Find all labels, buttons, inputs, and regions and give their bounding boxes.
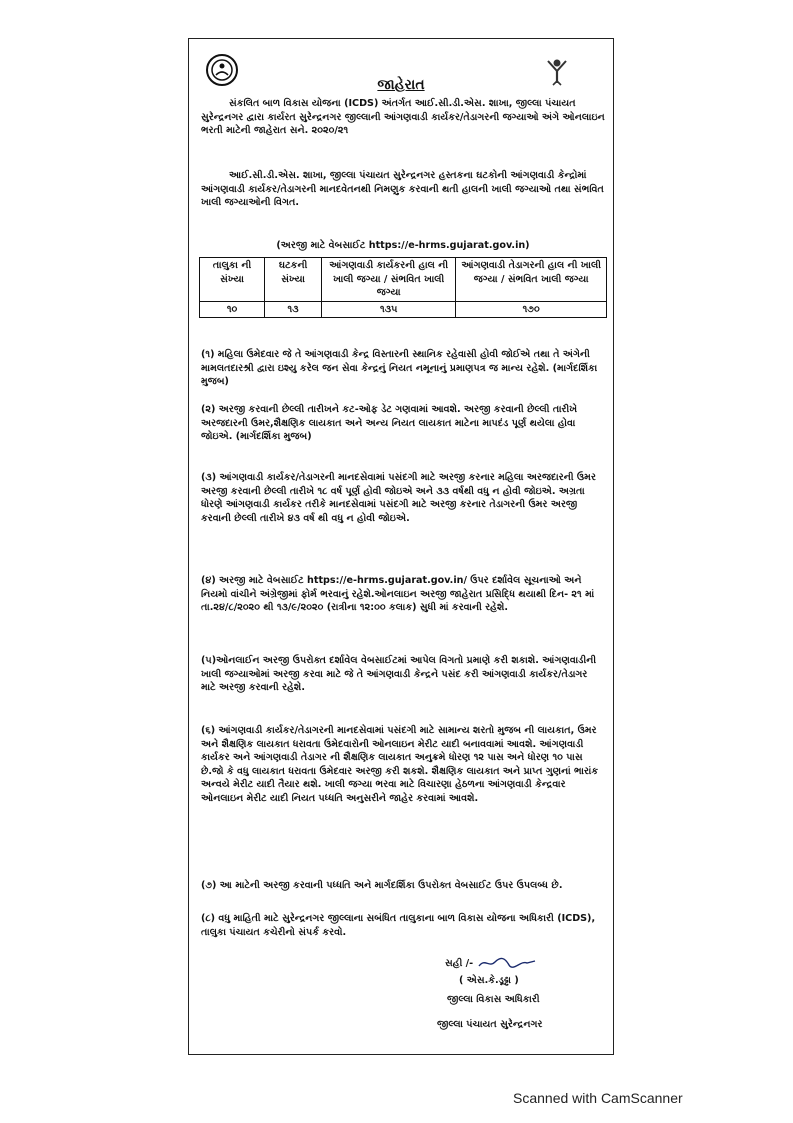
table-header-ghatak: ઘટકની સંખ્યા (265, 258, 322, 302)
handwritten-signature-icon (477, 956, 537, 970)
signatory-designation: જીલ્લા વિકાસ અધિકારી (447, 994, 540, 1005)
point-6: (૬) આંગણવાડી કાર્યકર/તેડાગરની માનદસેવામાં પસંદગી માટે સામાન્ય શરતો મુજબ ની લાયકાત, ઉમર અને શૈક્ષણિક લાયકાત ધરાવતા ઉમેદવારોની ઓનલાઇન મેરીટ યાદી બનાવવામાં આવશે. આંગણવાડી કાર્યકર અને આંગણવાડી તેડાગર ની શૈક્ષણિક લાયકાત અનુક્રમે ધોરણ ૧૨ પાસ અને ધોરણ ૧૦ પાસ છે.જો કે વધુ લાયકાત ધરાવતા ઉમેદવાર અરજી કરી શકશે. શૈક્ષણિક લાયકાત અને પ્રાપ્ત ગુણનાં ભારાંક અન્વયે મેરીટ યાદી તૈયાર થશે. ખાલી જગ્યા ભરવા માટે વિચારણા હેઠળના આંગણવાડી કેન્દ્રવાર ઓનલાઇન મેરીટ યાદી નિયત પધ્ધતિ અનુસરીને જાહેર કરવામાં આવશે. (201, 725, 599, 804)
notice-description: આઈ.સી.ડી.એસ. શાખા, જીલ્લા પંચાયત સુરેન્દ્રનગર હસ્તકના ઘટકોની આંગણવાડી કેન્દ્રોમાં આંગણવાડી કાર્યકર/તેડાગરની માનદવેતનથી નિમણુક કરવાની થતી હાલની ખાલી જગ્યાઓ તથા સંભવિત ખાલી જગ્યાઓની વિગત. (201, 170, 604, 208)
table-row (200, 301, 607, 318)
point-5: (૫)ઓનલાઈન અરજી ઉપરોક્ત દર્શાવેલ વેબસાઈટમાં આપેલ વિગતો પ્રમાણે કરી શકાશે. આંગણવાડીની ખાલી જગ્યાઓમાં અરજી કરવા માટે જે તે આંગણવાડી કેન્દ્રને પસંદ કરી આંગણવાડી કાર્યકર/તેડાગર માટે અરજી કરવાની રહેશે. (201, 655, 597, 693)
point-3: (૩) આંગણવાડી કાર્યકર/તેડાગરની માનદસેવામાં પસંદગી માટે અરજી કરનાર મહિલા અરજદારની ઉમર અરજી કરવાની છેલ્લી તારીખે ૧૮ વર્ષ પૂર્ણ હોવી જોઇએ અને ૩૩ વર્ષથી વધુ ન હોવી જોઇએ. અગ્રતા ધોરણે આંગણવાડી કાર્યકર તરીકે માનદસેવામાં પસંદગી માટે અરજી કરનાર તેડાગરની ઉમર અરજી કરવાની છેલ્લી તારીખે ૪૩ વર્ષ થી વધુ ન હોવી જોઇએ. (201, 472, 596, 524)
table-header-helper: આંગણવાડી તેડાગરની હાલ ની ખાલી જગ્યા / સંભવિત ખાલી જગ્યા (456, 258, 607, 302)
table-cell: ૧૭૦ (456, 301, 607, 318)
website-line: (અરજી માટે વેબસાઈટ https://e-hrms.gujarat.gov.in) (276, 240, 530, 251)
scanner-watermark: Scanned with CamScanner (513, 1090, 683, 1106)
point-2: (૨) અરજી કરવાની છેલ્લી તારીખને કટ-ઓફ ડેટ ગણવામાં આવશે. અરજી કરવાની છેલ્લી તારીખે અરજદારની ઉમર,શૈક્ષણિક લાયકાત અને અન્ય નિયત લાયકાત માટેના માપદંડ પૂર્ણ થયેલા હોવા જોઇએ. (માર્ગદર્શિકા મુજબ) (201, 404, 578, 442)
signatory-name: ( એસ.કે.ડૂઢ્ઢા ) (459, 975, 519, 986)
point-8: (૮) વધુ માહિતી માટે સુરેન્દ્રનગર જીલ્લાના સબંધિત તાલુકાના બાળ વિકાસ યોજના અધિકારી (ICDS), તાલુકા પંચાયત કચેરીનો સંપર્ક કરવો. (201, 913, 596, 938)
notice-title: જાહેરાત (377, 77, 425, 93)
table-cell: ૧૦ (200, 301, 265, 318)
table-header-taluka: તાલુકા ની સંખ્યા (200, 258, 265, 302)
signature-line (445, 956, 537, 970)
point-4: (૪) અરજી માટે વેબસાઈટ https://e-hrms.gujarat.gov.in/ ઉપર દર્શાવેલ સૂચનાઓ અને નિયમો વાંચીને અંગ્રેજીમાં ફોર્મ ભરવાનું રહેશે.ઓનલાઇન અરજી જાહેરાત પ્રસિદ્ધિ થયાથી દિન- ૨૧ માં તા.૨૪/૮/૨૦૨૦ થી ૧૩/૯/૨૦૨૦ (રાત્રીના ૧૨:૦૦ કલાક) સુધી માં કરવાની રહેશે. (201, 575, 595, 613)
table-header-worker: આંગણવાડી કાર્યકરની હાલ ની ખાલી જગ્યા / સંભવિત ખાલી જગ્યા (322, 258, 456, 302)
vacancy-table (199, 257, 607, 318)
point-7: (૭) આ માટેની અરજી કરવાની પધ્ધતિ અને માર્ગદર્શિકા ઉપરોક્ત વેબસાઈટ ઉપર ઉપલબ્ધ છે. (201, 880, 563, 891)
signature-label: સહી /- (445, 958, 474, 969)
notice-intro: સંકલિત બાળ વિકાસ યોજના (ICDS) અંતર્ગત આઈ.સી.ડી.એસ. શાખા, જીલ્લા પંચાયત સુરેન્દ્રનગર દ્વારા કાર્યરત સુરેન્દ્રનગર જીલ્લાની આંગણવાડી કાર્યકર/તેડાગરની જગ્યાઓ અંગે ઓનલાઇન ભરતી માટેની જાહેરાત સને. ૨૦૨૦/૨૧ (201, 98, 605, 136)
table-cell: ૧૩૫ (322, 301, 456, 318)
signatory-office: જીલ્લા પંચાયત સુરેન્દ્રનગર (437, 1019, 543, 1030)
table-cell: ૧૩ (265, 301, 322, 318)
notice-document (188, 38, 614, 1055)
point-1: (૧) મહિલા ઉમેદવાર જે તે આંગણવાડી કેન્દ્ર વિસ્તારની સ્થાનિક રહેવાસી હોવી જોઈએ તથા તે અંગેની મામલતદારશ્રી દ્વારા ઇશ્યુ કરેલ જન સેવા કેન્દ્રનું નિયત નમૂનાનું પ્રમાણપત્ર જ માન્ય રહેશે. (માર્ગદર્શિકા મુજબ) (201, 349, 598, 387)
table-header-row (200, 258, 607, 302)
